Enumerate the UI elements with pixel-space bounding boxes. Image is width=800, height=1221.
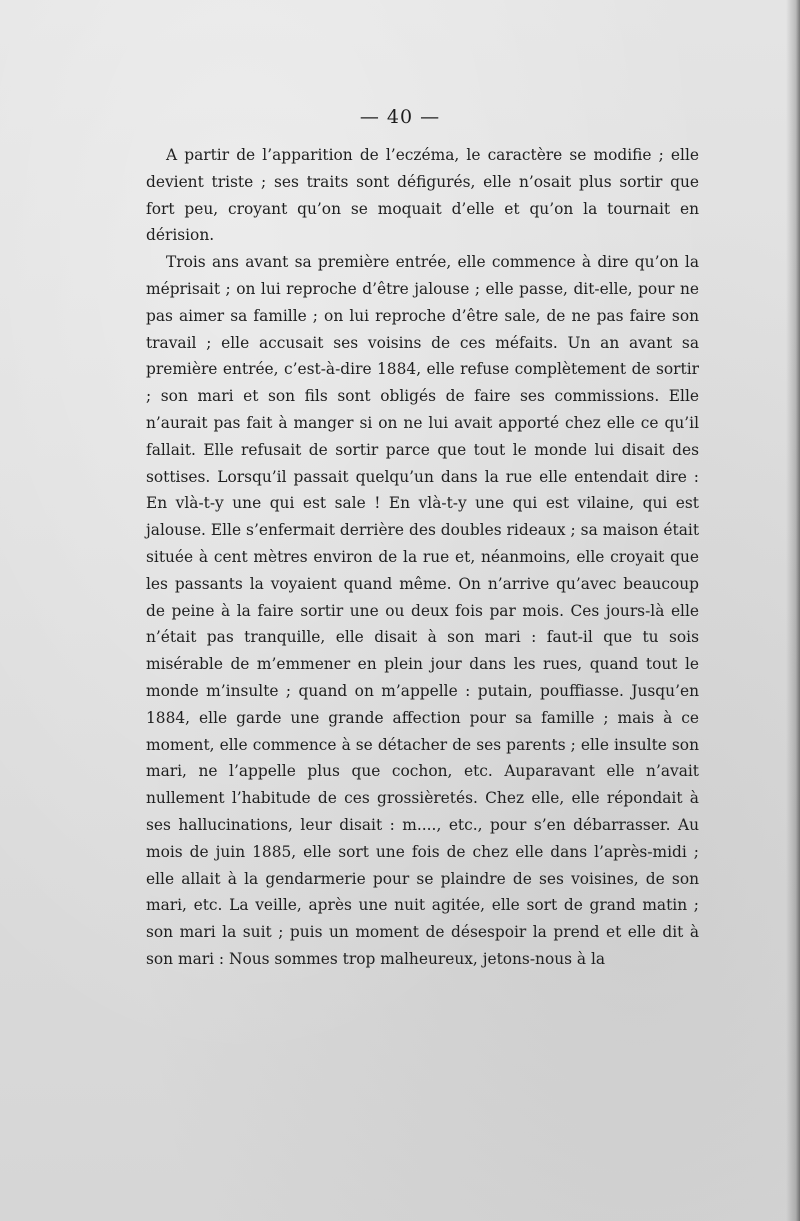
page-number: — 40 —	[359, 106, 441, 128]
body-text	[146, 142, 699, 973]
paragraph: Trois ans avant sa première entrée, elle commence à dire qu’on la méprisait ; on lui reproche d’être jalouse ; elle passe, dit-elle, pour ne pas aimer sa famille ; on lui reproche d’être sale, de ne pas faire son travail ; elle accusait ses voisins de ces méfaits. Un an avant sa première entrée, c’est-à-dire 1884, elle refuse complètement de sortir ; son mari et son fils sont obligés de faire ses commissions. Elle n’aurait pas fait à manger si on ne lui avait apporté chez elle ce qu’il fallait. Elle refusait de sortir parce que tout le monde lui disait des sottises. Lorsqu’il passait quelqu’un dans la rue elle entendait dire : En vlà-t-y une qui est sale ! En vlà-t-y une qui est vilaine, qui est jalouse. Elle s’enfermait derrière des doubles rideaux ; sa maison était située à cent mètres environ de la rue et, néanmoins, elle croyait que les passants la voyaient quand même. On n’arrive qu’avec beaucoup de peine à la faire sortir une ou deux fois par mois. Ces jours-là elle n’était pas tranquille, elle disait à son mari : faut-il que tu sois misérable de m’emmener en plein jour dans les rues, quand tout le monde m’insulte ; quand on m’appelle : putain, pouffiasse. Jusqu’en 1884, elle garde une grande affection pour sa famille ; mais à ce moment, elle commence à se détacher de ses parents ; elle insulte son mari, ne l’appelle plus que cochon, etc. Auparavant elle n’avait nullement l’habitude de ces grossièretés. Chez elle, elle répondait à ses hallucinations, leur disait : m...., etc., pour s’en débarrasser. Au mois de juin 1885, elle sort une fois de chez elle dans l’après-midi ; elle allait à la gendarmerie pour se plaindre de ses voisines, de son mari, etc. La veille, après une nuit agitée, elle sort de grand matin ; son mari la suit ; puis un moment de désespoir la prend et elle dit à son mari : Nous sommes trop malheureux, jetons-nous à la	[146, 253, 699, 968]
page-edge-shadow	[786, 0, 800, 1221]
paragraph: A partir de l’apparition de l’eczéma, le caractère se modifie ; elle devient triste ; ses traits sont défigurés, elle n’osait plus sortir que fort peu, croyant qu’on se moquait d’elle et qu’on la tournait en dérision.	[146, 146, 699, 245]
